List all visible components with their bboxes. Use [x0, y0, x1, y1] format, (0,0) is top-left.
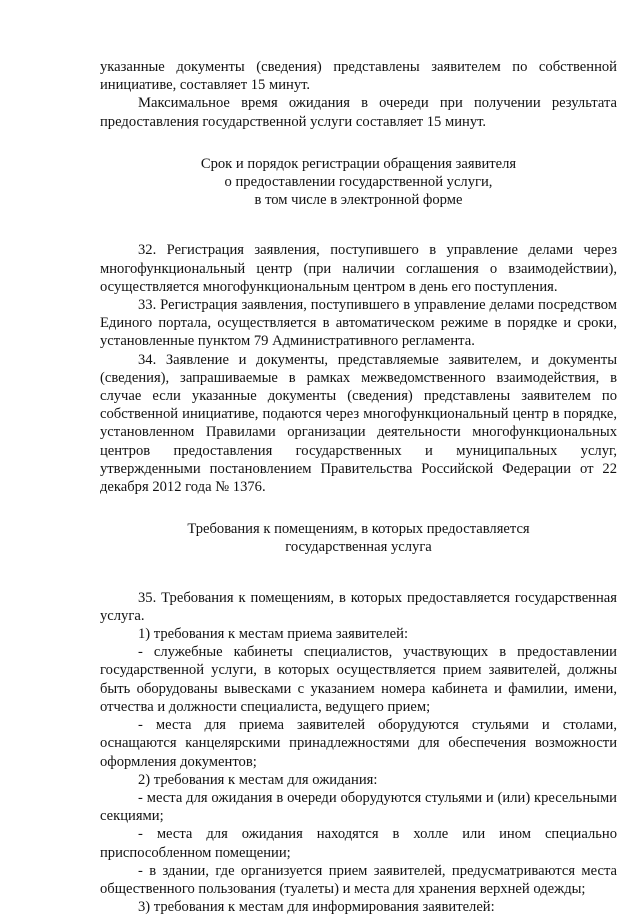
- section-heading-registration-line2: о предоставлении государственной услуги,: [224, 174, 493, 191]
- paragraph-intro-end: указанные документы (сведения) представлены заявителем по собственной инициативе, составляет 15 минут.: [100, 59, 617, 94]
- paragraph-max-wait: Максимальное время ожидания в очереди при получении результата предоставления государственной услуги составляет 15 минут.: [100, 95, 617, 130]
- list-item-35-1-a: - служебные кабинеты специалистов, участвующих в предоставлении государственной услуги, в которых осуществляется прием заявителей, должны быть оборудованы вывесками с указанием номера кабинета и фамилии, имени, отчества и должности специалиста, ведущего прием;: [100, 644, 617, 715]
- paragraph-35: 35. Требования к помещениям, в которых предоставляется государственная услуга.: [100, 589, 617, 624]
- paragraph-33: 33. Регистрация заявления, поступившего в управление делами посредством Единого портала, осуществляется в автоматическом режиме в порядке и сроки, установленные пунктом 79 Административного регламента.: [100, 297, 617, 350]
- list-item-35-3: 3) требования к местам для информирования заявителей:: [138, 899, 495, 916]
- list-item-35-2-a: - места для ожидания в очереди оборудуются стульями и (или) кресельными секциями;: [100, 789, 617, 825]
- spacer: [100, 496, 617, 520]
- section-heading-registration-line1: Срок и порядок регистрации обращения заявителя: [200, 155, 517, 172]
- spacer: [100, 131, 617, 155]
- list-item-35-2-b: - места для ожидания находятся в холле или ином специально приспособленном помещении;: [100, 826, 617, 861]
- list-item-35-1: 1) требования к местам приема заявителей:: [138, 626, 409, 643]
- section-heading-premises-line1: Требования к помещениям, в которых предоставляется: [187, 521, 530, 538]
- section-heading-registration-line3: в том числе в электронной форме: [254, 192, 463, 209]
- list-item-35-2: 2) требования к местам для ожидания:: [138, 771, 378, 788]
- section-heading-premises-line2: государственная услуга: [285, 539, 432, 556]
- paragraph-34: 34. Заявление и документы, представляемые заявителем, и документы (сведения), запрашиваемые в рамках межведомственного взаимодействия, в случае если указанные документы (сведения) представлены заявителем по собственной инициативе, подаются через многофункциональный центр в порядке, установленном Правилами организации деятельности многофункциональных центров предоставления государственных и муниципальных услуг, утвержденными постановлением Правительства Российской Федерации от 22 декабря 2012 года № 1376.: [100, 351, 617, 496]
- paragraph-32: 32. Регистрация заявления, поступившего в управление делами через многофункциональный центр (при наличии соглашения о взаимодействии), осуществляется многофункциональным центром в день его поступления.: [100, 242, 617, 295]
- spacer: [100, 209, 617, 241]
- spacer: [100, 557, 617, 589]
- list-item-35-1-b: - места для приема заявителей оборудуются стульями и столами, оснащаются канцелярскими принадлежностями для обеспечения возможности оформления документов;: [100, 717, 617, 770]
- list-item-35-2-c: - в здании, где организуется прием заявителей, предусматриваются места общественного пользования (туалеты) и места для хранения верхней одежды;: [100, 862, 617, 897]
